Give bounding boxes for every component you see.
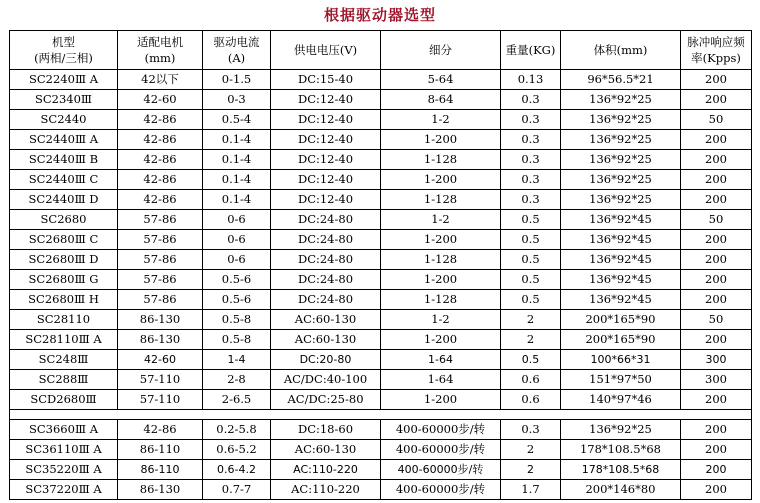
table-cell: 86-110 xyxy=(118,460,203,480)
table-cell: DC:12-40 xyxy=(271,190,381,210)
table-cell: 2 xyxy=(501,330,561,350)
table-cell: 300 xyxy=(681,350,752,370)
table-cell: AC:60-130 xyxy=(271,330,381,350)
table-cell: 300 xyxy=(681,370,752,390)
table-cell: 1.7 xyxy=(501,480,561,500)
table-cell: 0.5 xyxy=(501,290,561,310)
table-cell: SC2680 xyxy=(10,210,118,230)
table-cell: SC2680Ⅲ H xyxy=(10,290,118,310)
table-cell: 136*92*25 xyxy=(561,130,681,150)
table-cell: DC:24-80 xyxy=(271,290,381,310)
table-cell: 136*92*25 xyxy=(561,190,681,210)
table-cell: 0.5 xyxy=(501,350,561,370)
table-cell: DC:18-60 xyxy=(271,420,381,440)
table-cell: 1-200 xyxy=(381,130,501,150)
table-cell: SC2680Ⅲ G xyxy=(10,270,118,290)
table-cell: 57-86 xyxy=(118,250,203,270)
table-row xyxy=(10,350,752,370)
table-cell: 200 xyxy=(681,460,752,480)
table-cell: AC:110-220 xyxy=(271,460,381,480)
table-row xyxy=(10,330,752,350)
table-row xyxy=(10,310,752,330)
table-cell: 2 xyxy=(501,440,561,460)
table-cell: SCD2680Ⅲ xyxy=(10,390,118,410)
table-cell: 200 xyxy=(681,270,752,290)
table-cell: 1-200 xyxy=(381,230,501,250)
table-cell: 1-4 xyxy=(203,350,271,370)
table-cell: 136*92*25 xyxy=(561,110,681,130)
table-cell: 57-86 xyxy=(118,290,203,310)
header-subdivision: 细分 xyxy=(381,31,501,70)
table-cell: 100*66*31 xyxy=(561,350,681,370)
table-cell: SC37220Ⅲ A xyxy=(10,480,118,500)
table-cell: 136*92*45 xyxy=(561,230,681,250)
table-cell: 0.5 xyxy=(501,210,561,230)
table-cell: 0.3 xyxy=(501,90,561,110)
table-cell: 0.5 xyxy=(501,230,561,250)
table-row xyxy=(10,250,752,270)
table-cell: 0.3 xyxy=(501,420,561,440)
table-cell: AC:60-130 xyxy=(271,310,381,330)
table-cell: 1-200 xyxy=(381,270,501,290)
table-cell: 136*92*45 xyxy=(561,250,681,270)
table-cell: 1-200 xyxy=(381,170,501,190)
table-cell: 0.5-8 xyxy=(203,330,271,350)
table-cell: 1-2 xyxy=(381,210,501,230)
table-cell: DC:15-40 xyxy=(271,70,381,90)
table-cell: 200 xyxy=(681,330,752,350)
table-row xyxy=(10,420,752,440)
table-cell: SC36110Ⅲ A xyxy=(10,440,118,460)
table-cell: SC2440Ⅲ D xyxy=(10,190,118,210)
table-row xyxy=(10,270,752,290)
table-cell: SC2440 xyxy=(10,110,118,130)
table-cell: 42-86 xyxy=(118,170,203,190)
table-cell: DC:12-40 xyxy=(271,130,381,150)
table-cell: SC28110Ⅲ A xyxy=(10,330,118,350)
table-cell: AC/DC:40-100 xyxy=(271,370,381,390)
table-cell: 42-60 xyxy=(118,350,203,370)
table-cell: 5-64 xyxy=(381,70,501,90)
table-cell: 86-130 xyxy=(118,310,203,330)
table-cell: SC2340Ⅲ xyxy=(10,90,118,110)
table-cell: 0.6-4.2 xyxy=(203,460,271,480)
table-row xyxy=(10,70,752,90)
table-cell: 136*92*45 xyxy=(561,210,681,230)
table-cell: 86-110 xyxy=(118,440,203,460)
header-model: 机型 (两相/三相) xyxy=(10,31,118,70)
table-cell: 0.5-4 xyxy=(203,110,271,130)
table-cell: 2 xyxy=(501,310,561,330)
table-cell: 0.1-4 xyxy=(203,170,271,190)
table-cell: 200*165*90 xyxy=(561,330,681,350)
table-cell: DC:24-80 xyxy=(271,210,381,230)
table-cell: 1-64 xyxy=(381,350,501,370)
table-cell: DC:24-80 xyxy=(271,250,381,270)
table-row xyxy=(10,170,752,190)
table-cell: 200 xyxy=(681,480,752,500)
table-cell: SC2680Ⅲ C xyxy=(10,230,118,250)
table-cell: 57-110 xyxy=(118,390,203,410)
table-cell: SC3660Ⅲ A xyxy=(10,420,118,440)
table-cell: 200 xyxy=(681,130,752,150)
table-cell: 0.5-6 xyxy=(203,290,271,310)
table-cell: 86-130 xyxy=(118,480,203,500)
table-cell: SC2680Ⅲ D xyxy=(10,250,118,270)
table-cell: 200 xyxy=(681,190,752,210)
table-cell: 0.1-4 xyxy=(203,130,271,150)
table-row xyxy=(10,90,752,110)
table-cell: 0.3 xyxy=(501,150,561,170)
table-cell: DC:12-40 xyxy=(271,170,381,190)
table-cell: 0.1-4 xyxy=(203,150,271,170)
table-cell: 42-86 xyxy=(118,130,203,150)
table-cell: SC248Ⅲ xyxy=(10,350,118,370)
table-cell: 0-6 xyxy=(203,210,271,230)
table-cell: 96*56.5*21 xyxy=(561,70,681,90)
table-cell: 0.3 xyxy=(501,110,561,130)
table-cell: 57-86 xyxy=(118,230,203,250)
table-cell: SC35220Ⅲ A xyxy=(10,460,118,480)
table-body-second xyxy=(10,420,752,500)
table-cell: 0-3 xyxy=(203,90,271,110)
table-cell: 0-1.5 xyxy=(203,70,271,90)
table-row xyxy=(10,130,752,150)
table-row xyxy=(10,480,752,500)
table-cell: 200*165*90 xyxy=(561,310,681,330)
table-cell: DC:20-80 xyxy=(271,350,381,370)
table-cell: 2-8 xyxy=(203,370,271,390)
table-cell: AC/DC:25-80 xyxy=(271,390,381,410)
table-cell: 151*97*50 xyxy=(561,370,681,390)
gap-row xyxy=(10,410,752,420)
table-cell: SC2440Ⅲ B xyxy=(10,150,118,170)
table-cell: 136*92*45 xyxy=(561,290,681,310)
table-cell: 136*92*25 xyxy=(561,150,681,170)
table-cell: 200 xyxy=(681,90,752,110)
header-voltage: 供电电压(V) xyxy=(271,31,381,70)
table-gap xyxy=(10,410,752,420)
table-cell: 8-64 xyxy=(381,90,501,110)
table-cell: 1-2 xyxy=(381,110,501,130)
table-cell: 0.5-8 xyxy=(203,310,271,330)
table-cell: 200 xyxy=(681,230,752,250)
table-row xyxy=(10,190,752,210)
table-cell: 1-2 xyxy=(381,310,501,330)
driver-selection-table xyxy=(9,30,752,500)
table-cell: 178*108.5*68 xyxy=(561,440,681,460)
table-cell: 200 xyxy=(681,420,752,440)
table-cell: 50 xyxy=(681,310,752,330)
page-title: 根据驱动器选型 xyxy=(323,6,436,24)
table-cell: DC:24-80 xyxy=(271,270,381,290)
table-cell: 42-86 xyxy=(118,150,203,170)
table-cell: 50 xyxy=(681,110,752,130)
table-cell: 200 xyxy=(681,70,752,90)
table-cell: 42-86 xyxy=(118,110,203,130)
table-cell: 0-6 xyxy=(203,250,271,270)
table-cell: 0.5-6 xyxy=(203,270,271,290)
table-cell: DC:12-40 xyxy=(271,90,381,110)
table-cell: AC:110-220 xyxy=(271,480,381,500)
table-cell: 136*92*25 xyxy=(561,90,681,110)
table-row xyxy=(10,290,752,310)
table-cell: 200 xyxy=(681,290,752,310)
table-cell: 1-64 xyxy=(381,370,501,390)
table-cell: DC:12-40 xyxy=(271,150,381,170)
table-row xyxy=(10,440,752,460)
table-cell: 0.13 xyxy=(501,70,561,90)
table-cell: SC2440Ⅲ C xyxy=(10,170,118,190)
table-cell: 0.6 xyxy=(501,370,561,390)
header-current: 驱动电流 (A) xyxy=(203,31,271,70)
table-cell: 0.3 xyxy=(501,170,561,190)
table-cell: 1-128 xyxy=(381,290,501,310)
table-cell: 2-6.5 xyxy=(203,390,271,410)
table-row xyxy=(10,390,752,410)
table-cell: 400-60000步/转 xyxy=(381,480,501,500)
table-cell: 1-200 xyxy=(381,390,501,410)
table-cell: 136*92*25 xyxy=(561,170,681,190)
table-cell: 0-6 xyxy=(203,230,271,250)
table-cell: 200*146*80 xyxy=(561,480,681,500)
table-cell: 136*92*25 xyxy=(561,420,681,440)
table-row xyxy=(10,210,752,230)
table-cell: 0.3 xyxy=(501,190,561,210)
table-body-main xyxy=(10,70,752,410)
table-cell: AC:60-130 xyxy=(271,440,381,460)
table-cell: 86-130 xyxy=(118,330,203,350)
header-row xyxy=(10,31,752,70)
table-cell: 400-60000步/转 xyxy=(381,440,501,460)
table-cell: 1-200 xyxy=(381,330,501,350)
table-cell: 200 xyxy=(681,150,752,170)
table-cell: 0.1-4 xyxy=(203,190,271,210)
table-cell: 0.5 xyxy=(501,250,561,270)
header-weight: 重量(KG) xyxy=(501,31,561,70)
table-cell: SC2240Ⅲ A xyxy=(10,70,118,90)
table-cell: DC:12-40 xyxy=(271,110,381,130)
table-row xyxy=(10,370,752,390)
table-cell: 140*97*46 xyxy=(561,390,681,410)
table-cell: 1-128 xyxy=(381,190,501,210)
table-cell: 0.3 xyxy=(501,130,561,150)
table-row xyxy=(10,110,752,130)
table-cell: 57-86 xyxy=(118,270,203,290)
table-cell: 50 xyxy=(681,210,752,230)
table-cell: 200 xyxy=(681,250,752,270)
table-cell: 0.5 xyxy=(501,270,561,290)
table-cell: SC2440Ⅲ A xyxy=(10,130,118,150)
table-cell: 42-86 xyxy=(118,190,203,210)
table-cell: 0.6 xyxy=(501,390,561,410)
table-cell: 178*108.5*68 xyxy=(561,460,681,480)
table-cell: 200 xyxy=(681,390,752,410)
table-cell: 200 xyxy=(681,440,752,460)
table-cell: 1-128 xyxy=(381,250,501,270)
table-row xyxy=(10,230,752,250)
table-cell: 42-86 xyxy=(118,420,203,440)
table-cell: 136*92*45 xyxy=(561,270,681,290)
table-cell: 2 xyxy=(501,460,561,480)
table-cell: 200 xyxy=(681,170,752,190)
table-cell: 0.7-7 xyxy=(203,480,271,500)
table-row xyxy=(10,460,752,480)
header-frequency: 脉冲响应频 率(Kpps) xyxy=(681,31,752,70)
table-cell: 57-110 xyxy=(118,370,203,390)
table-cell: SC288Ⅲ xyxy=(10,370,118,390)
table-cell: 57-86 xyxy=(118,210,203,230)
table-cell: 42以下 xyxy=(118,70,203,90)
table-cell: 0.2-5.8 xyxy=(203,420,271,440)
header-volume: 体积(mm) xyxy=(561,31,681,70)
table-cell: 42-60 xyxy=(118,90,203,110)
table-cell: 1-128 xyxy=(381,150,501,170)
table-cell: DC:24-80 xyxy=(271,230,381,250)
table-cell: SC28110 xyxy=(10,310,118,330)
table-row xyxy=(10,150,752,170)
table-cell: 400-60000步/转 xyxy=(381,420,501,440)
header-motor: 适配电机 (mm) xyxy=(118,31,203,70)
table-cell: 0.6-5.2 xyxy=(203,440,271,460)
table-cell: 400-60000步/转 xyxy=(381,460,501,480)
